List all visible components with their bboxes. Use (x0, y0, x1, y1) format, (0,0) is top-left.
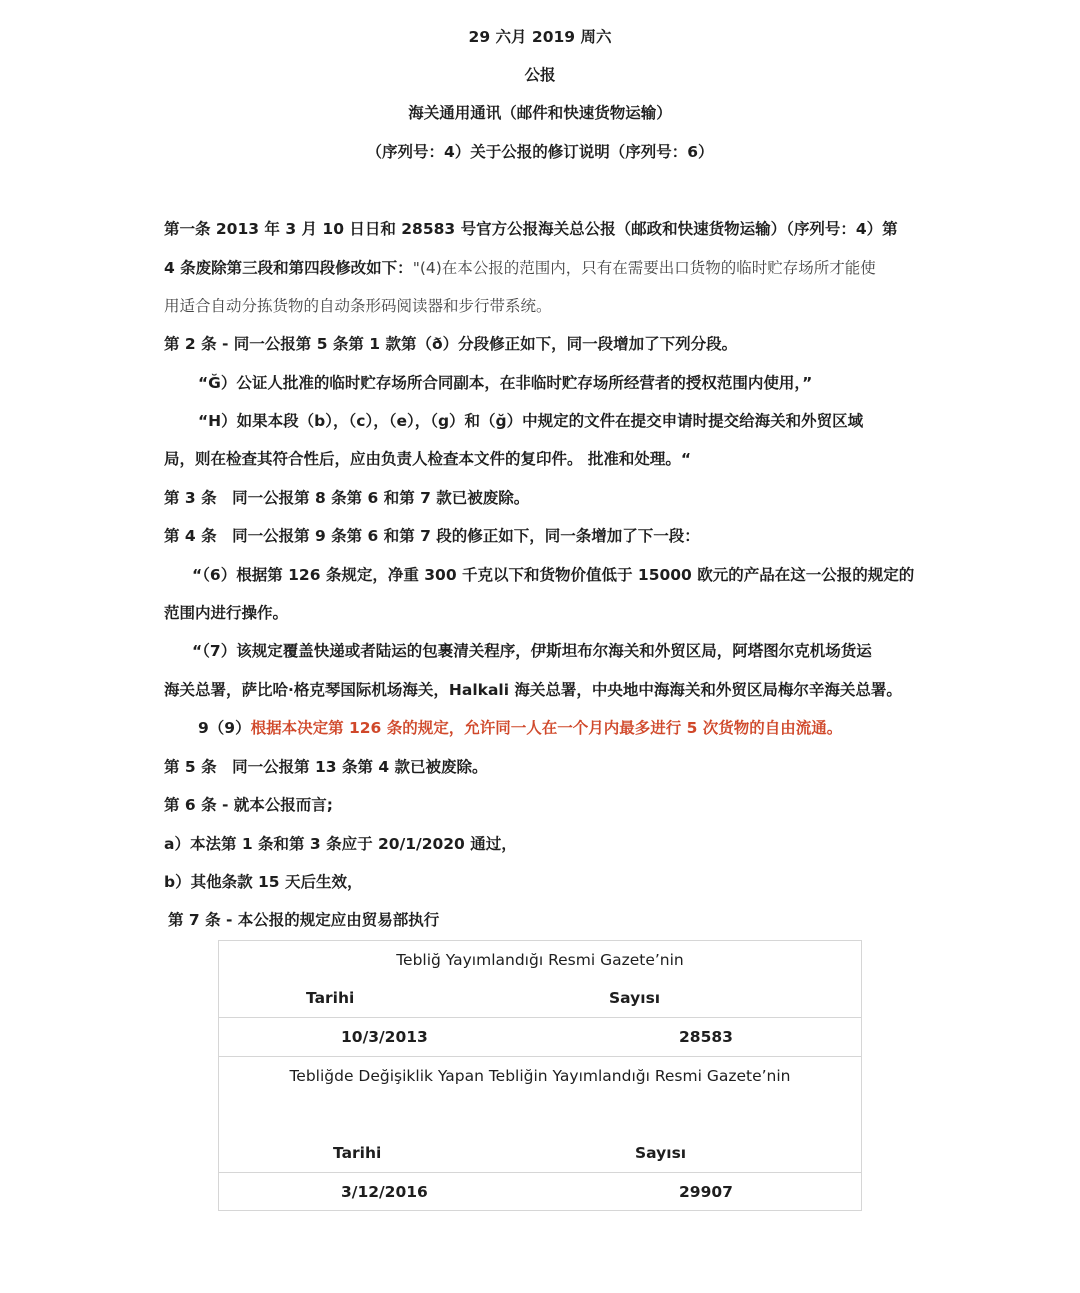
article-4-paragraph-6-line-2: 范围内进行操作。 (164, 604, 289, 622)
gazette-table-heading-amendment: Tebliğde Değişiklik Yapan Tebliğin Yayımlandığı Resmi Gazete’nin (289, 1067, 791, 1085)
article-7-line: 第 7 条 - 本公报的规定应由贸易部执行 (168, 911, 440, 929)
article-6-line: 第 6 条 - 就本公报而言; (164, 796, 334, 814)
document-date: 29 六月 2019 周六 (468, 28, 612, 46)
article-1-line-3-text: 用适合自动分拣货物的自动条形码阅读器和步行带系统。 (164, 297, 552, 315)
gazette-table-col-date: Tarihi (306, 989, 355, 1007)
article-6-item-b: b）其他条款 15 天后生效， (164, 873, 363, 891)
gazette-table-header-2 (219, 1057, 861, 1173)
article-2-subparagraph-h-line-2: 局，则在检查其符合性后，应由负责人检查本文件的复印件。 批准和处理。“ (164, 450, 692, 468)
article-1-line-3 (164, 296, 552, 316)
article-4-line: 第 4 条 同一公报第 9 条第 6 和第 7 段的修正如下，同一条增加了下一段： (164, 527, 700, 545)
gazette-table-row-1-date: 10/3/2013 (341, 1028, 428, 1046)
gazette-table-row-amendment (219, 1173, 861, 1210)
article-4-paragraph-7-line-1: “（7）该规定覆盖快递或者陆运的包裹清关程序，伊斯坦布尔海关和外贸区局，阿塔图尔克机场货运 (192, 642, 872, 660)
article-4-paragraph-9-number: 9（9） (198, 719, 251, 737)
gazette-table-row-1-number: 28583 (679, 1028, 733, 1046)
article-2-subparagraph-g: “Ğ）公证人批准的临时贮存场所合同副本，在非临时贮存场所经营者的授权范围内使用，” (198, 374, 813, 392)
article-5-line: 第 5 条 同一公报第 13 条第 4 款已被废除。 (164, 758, 488, 776)
article-1-line-1: 第一条 2013 年 3 月 10 日日和 28583 号官方公报海关总公报（邮政和快速货物运输）（序列号：4）第 (164, 220, 898, 238)
article-1-line-2-quote: "(4)在本公报的范围内，只有在需要出口货物的临时贮存场所才能使 (412, 259, 876, 277)
article-4-paragraph-7-line-2: 海关总署，萨比哈·格克琴国际机场海关，Halkali 海关总署，中央地中海海关和外贸区局梅尔辛海关总署。 (164, 681, 902, 699)
article-1-line-2-bold: 4 条废除第三段和第四段修改如下： (164, 259, 413, 277)
gazette-table-header-1 (219, 941, 861, 1018)
article-4-paragraph-9-highlight: 根据本决定第 126 条的规定，允许同一人在一个月内最多进行 5 次货物的自由流通。 (250, 719, 843, 737)
gazette-table (218, 940, 862, 1211)
gazette-table-row-2-date: 3/12/2016 (341, 1183, 428, 1201)
gazette-table-row-2-number: 29907 (679, 1183, 733, 1201)
gazette-table-row-original (219, 1018, 861, 1057)
article-1-line-2 (164, 258, 876, 278)
article-2-subparagraph-h-line-1: “H）如果本段（b），（c），（e），（g）和（ğ）中规定的文件在提交申请时提交给海关和外贸区域 (198, 412, 864, 430)
article-4-paragraph-6-line-1: “（6）根据第 126 条规定，净重 300 千克以下和货物价值低于 15000 欧元的产品在这一公报的规定的 (192, 566, 915, 584)
gazette-table-col-number: Sayısı (609, 989, 661, 1007)
article-4-paragraph-9 (198, 718, 842, 738)
gazette-table-col-date-2: Tarihi (333, 1144, 382, 1162)
article-6-item-a: a）本法第 1 条和第 3 条应于 20/1/2020 通过， (164, 835, 517, 853)
document-subtitle: （序列号：4）关于公报的修订说明（序列号：6） (366, 143, 714, 161)
article-2-line: 第 2 条 - 同一公报第 5 条第 1 款第（ð）分段修正如下，同一段增加了下列分段。 (164, 335, 738, 353)
document-label: 公报 (524, 66, 556, 84)
gazette-table-heading-original: Tebliğ Yayımlandığı Resmi Gazete’nin (396, 951, 684, 969)
article-3-line: 第 3 条 同一公报第 8 条第 6 和第 7 款已被废除。 (164, 489, 530, 507)
document-title: 海关通用通讯（邮件和快速货物运输） (408, 104, 672, 122)
gazette-table-col-number-2: Sayısı (635, 1144, 687, 1162)
